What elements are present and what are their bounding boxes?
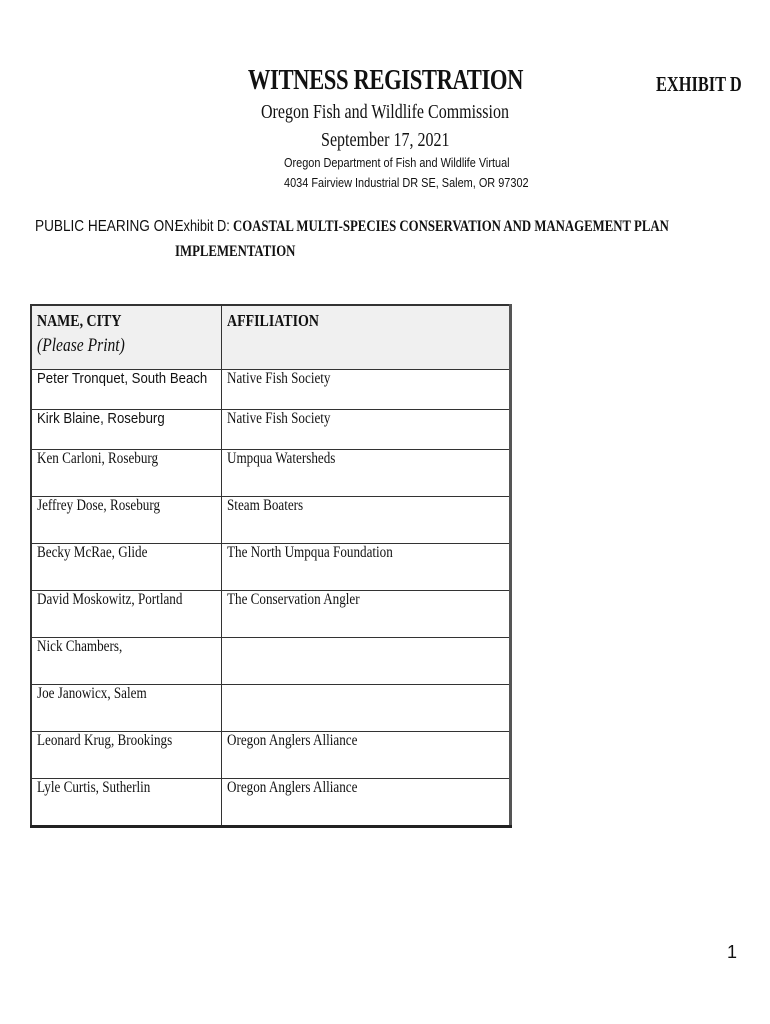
witness-affiliation bbox=[221, 685, 510, 732]
witness-affiliation: The North Umpqua Foundation bbox=[221, 544, 510, 591]
witness-name: Ken Carloni, Roseburg bbox=[31, 450, 221, 497]
table-row bbox=[31, 638, 511, 685]
witness-table bbox=[30, 304, 512, 828]
witness-affiliation: Native Fish Society bbox=[221, 370, 510, 410]
table-row bbox=[31, 450, 511, 497]
table-row bbox=[31, 732, 511, 779]
witness-name: David Moskowitz, Portland bbox=[31, 591, 221, 638]
witness-name: Nick Chambers, bbox=[31, 638, 221, 685]
table-row bbox=[31, 370, 511, 410]
page-number: 1 bbox=[727, 942, 738, 962]
department-name: Oregon Department of Fish and Wildlife Virtual bbox=[284, 155, 510, 170]
meeting-date: September 17, 2021 bbox=[320, 129, 450, 151]
witness-affiliation: Umpqua Watersheds bbox=[221, 450, 510, 497]
department-address: 4034 Fairview Industrial DR SE, Salem, OR 97302 bbox=[284, 175, 529, 190]
witness-affiliation: Steam Boaters bbox=[221, 497, 510, 544]
table-header-row bbox=[31, 305, 511, 370]
table-row bbox=[31, 591, 511, 638]
table-row bbox=[31, 497, 511, 544]
table-row bbox=[31, 410, 511, 450]
witness-name: Becky McRae, Glide bbox=[31, 544, 221, 591]
exhibit-label: EXHIBIT D bbox=[656, 72, 742, 96]
column-header-name: NAME, CITY (Please Print) bbox=[31, 305, 221, 370]
witness-name: Lyle Curtis, Sutherlin bbox=[31, 779, 221, 827]
witness-name: Jeffrey Dose, Roseburg bbox=[31, 497, 221, 544]
public-hearing-label: PUBLIC HEARING ON: bbox=[35, 218, 178, 235]
hearing-title-line2: IMPLEMENTATION bbox=[175, 243, 296, 260]
table-row bbox=[31, 779, 511, 827]
document-title: WITNESS REGISTRATION bbox=[247, 64, 523, 96]
witness-name: Joe Janowicx, Salem bbox=[31, 685, 221, 732]
witness-affiliation: Oregon Anglers Alliance bbox=[221, 732, 510, 779]
witness-affiliation: The Conservation Angler bbox=[221, 591, 510, 638]
hearing-prefix: Exhibit D: bbox=[175, 218, 230, 235]
organization-name: Oregon Fish and Wildlife Commission bbox=[261, 101, 509, 123]
witness-name: Kirk Blaine, Roseburg bbox=[31, 410, 221, 450]
witness-affiliation: Oregon Anglers Alliance bbox=[221, 779, 510, 827]
table-row bbox=[31, 685, 511, 732]
witness-affiliation bbox=[221, 638, 510, 685]
column-header-note: (Please Print) bbox=[37, 335, 125, 356]
table-row bbox=[31, 544, 511, 591]
witness-name: Peter Tronquet, South Beach bbox=[31, 370, 221, 410]
witness-affiliation: Native Fish Society bbox=[221, 410, 510, 450]
column-header-affiliation: AFFILIATION bbox=[221, 305, 510, 370]
witness-name: Leonard Krug, Brookings bbox=[31, 732, 221, 779]
hearing-title-line1: COASTAL MULTI-SPECIES CONSERVATION AND MANAGEMENT PLAN bbox=[232, 218, 669, 235]
